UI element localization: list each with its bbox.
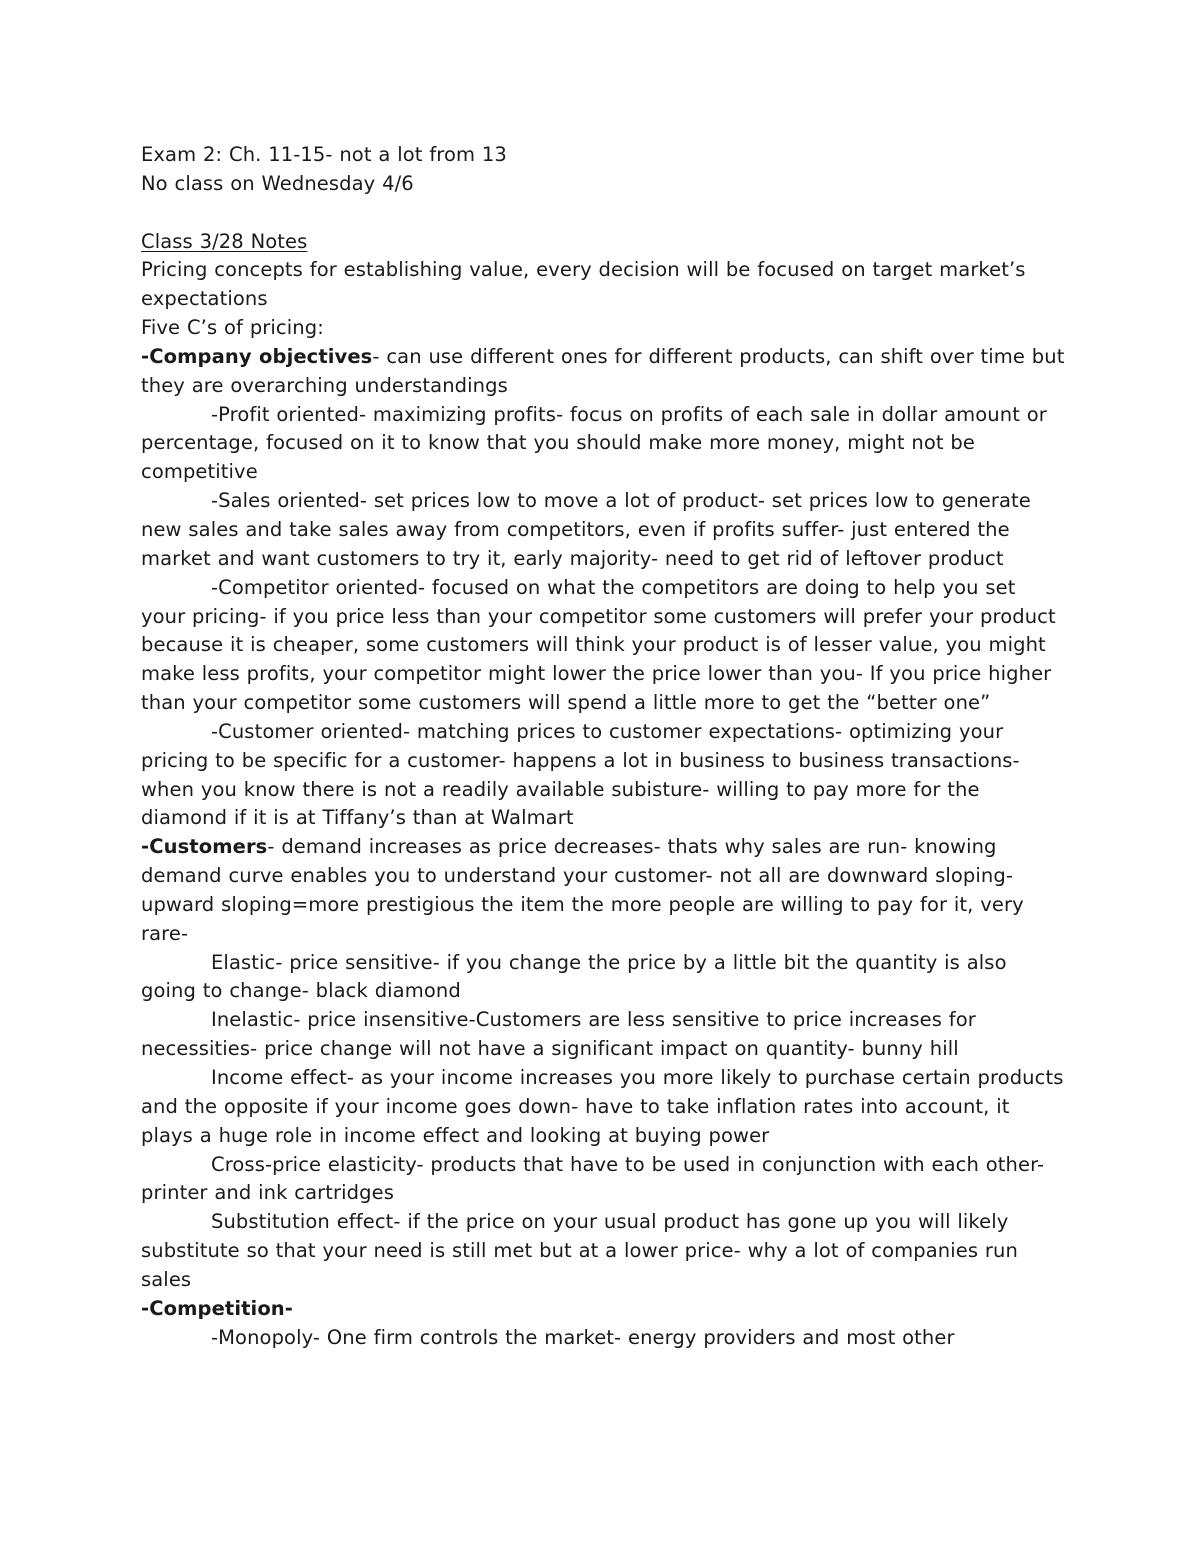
company-objectives-text: - can use different ones for different products, can shift over time but they are overarching understandings [141,344,1065,397]
class-title [141,228,1066,257]
document-body [141,141,1066,1352]
intro-paragraph: Pricing concepts for establishing value, every decision will be focused on target market’s expectations [141,258,1026,311]
company-objectives-paragraph [141,343,1066,401]
profit-oriented-item: -Profit oriented- maximizing profits- focus on profits of each sale in dollar amount or percentage, focused on it to know that you should make more money, might not be competitive [141,402,1047,484]
elastic-item: Elastic- price sensitive- if you change the price by a little bit the quantity is also going to change- black diamond [141,950,1007,1003]
customer-oriented-item: -Customer oriented- matching prices to customer expectations- optimizing your pricing to be specific for a customer- happens a lot in business to business transactions- when you know there is not a readily available subisture- willing to pay more for the diamond if it is at Tiffany’s than at Walmart [141,719,1020,830]
income-effect-item: Income effect- as your income increases you more likely to purchase certain products and the opposite if your income goes down- have to take inflation rates into account, it plays a huge role in income effect and looking at buying power [141,1066,1064,1147]
competition-paragraph [141,1295,1066,1324]
monopoly-item: -Monopoly- One firm controls the market- energy providers and most other [211,1325,955,1349]
company-objectives-heading: -Company objectives [141,344,373,368]
customers-paragraph [141,833,1066,948]
inelastic-item: Inelastic- price insensitive-Customers are less sensitive to price increases for necessities- price change will not have a significant impact on quantity- bunny hill [141,1008,976,1061]
sales-oriented-item: -Sales oriented- set prices low to move a lot of product- set prices low to generate new sales and take sales away from competitors, even if profits suffer- just entered the market and want customers to try it, early majority- need to get rid of leftover product [141,489,1031,570]
competitor-oriented-item: -Competitor oriented- focused on what the competitors are doing to help you set your pricing- if you price less than your competitor some customers will prefer your product because it is cheaper, some customers will think your product is of lesser value, you might make less profits, your competitor might lower the price lower than you- If you price higher than your competitor some customers will spend a little more to get the “better one” [141,575,1056,715]
five-cs-line: Five C’s of pricing: [141,316,324,340]
customers-text: - demand increases as price decreases- thats why sales are run- knowing demand curve enables you to understand your customer- not all are downward sloping- upward sloping=more prestigious the item the more people are willing to pay for it, very rare- [141,835,1024,945]
class-title-text: Class 3/28 Notes [141,229,308,253]
substitution-effect-item: Substitution effect- if the price on your usual product has gone up you will likely substitute so that your need is still met but at a lower price- why a lot of companies run sales [141,1210,1018,1291]
blank-line [141,199,1066,228]
customers-heading: -Customers [141,835,268,859]
exam-line: Exam 2: Ch. 11-15- not a lot from 13 [141,143,507,166]
cross-price-elasticity-item: Cross-price elasticity- products that have to be used in conjunction with each other- printer and ink cartridges [141,1152,1045,1205]
no-class-line: No class on Wednesday 4/6 [141,171,414,195]
competition-heading: -Competition- [141,1296,293,1320]
